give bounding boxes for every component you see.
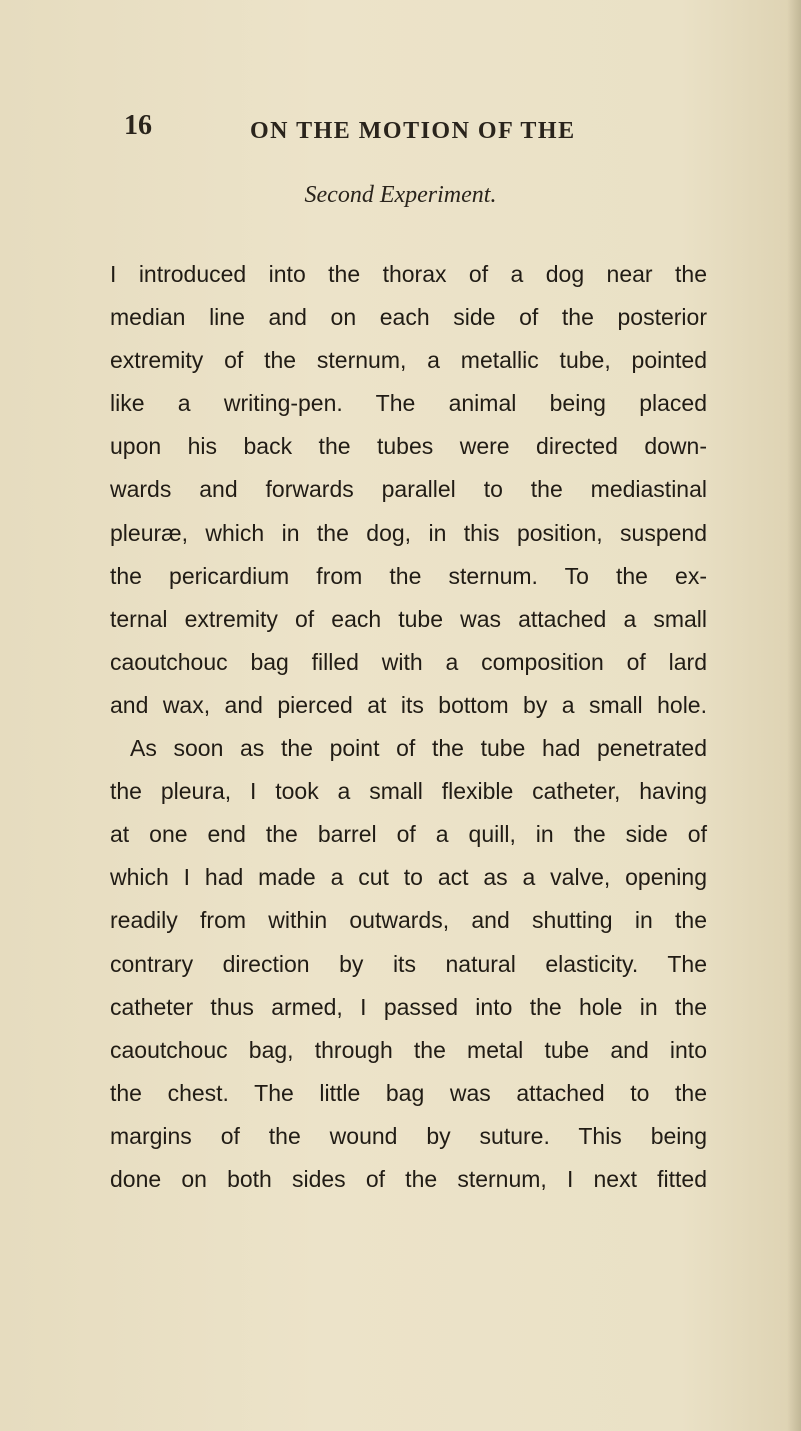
text-line: contrary direction by its natural elasticity. The <box>110 950 707 977</box>
text-line: As soon as the point of the tube had penetrated <box>130 735 707 762</box>
text-line: median line and on each side of the posterior <box>110 304 707 331</box>
text-line: upon his back the tubes were directed down- <box>110 433 707 460</box>
text-line: readily from within outwards, and shutting in the <box>110 907 707 934</box>
text-line: caoutchouc bag, through the metal tube and into <box>110 1036 707 1063</box>
text-line: and wax, and pierced at its bottom by a small hole. <box>110 691 707 718</box>
section-title: Second Experiment. <box>304 182 497 208</box>
text-line: margins of the wound by suture. This being <box>110 1122 707 1149</box>
text-line: at one end the barrel of a quill, in the side of <box>110 821 707 848</box>
text-line: I introduced into the thorax of a dog near the <box>110 261 707 287</box>
body-text <box>110 253 707 1201</box>
text-line: pleuræ, which in the dog, in this position, suspend <box>110 519 707 546</box>
text-line: like a writing-pen. The animal being placed <box>110 390 707 417</box>
page-edge-shadow <box>787 0 801 1431</box>
text-line: caoutchouc bag filled with a composition of lard <box>110 648 707 675</box>
text-line: extremity of the sternum, a metallic tube, pointed <box>110 347 707 374</box>
text-line: which I had made a cut to act as a valve, opening <box>110 864 707 891</box>
text-line: wards and forwards parallel to the mediastinal <box>110 476 707 503</box>
page-number: 16 <box>124 110 152 141</box>
text-line: the chest. The little bag was attached to the <box>110 1079 707 1106</box>
text-line: ternal extremity of each tube was attached a small <box>110 605 707 632</box>
text-line: the pericardium from the sternum. To the ex- <box>110 562 707 589</box>
text-line: catheter thus armed, I passed into the hole in the <box>110 993 707 1020</box>
text-line: done on both sides of the sternum, I next fitted <box>110 1165 707 1192</box>
running-head: ON THE MOTION OF THE <box>250 118 576 144</box>
text-line: the pleura, I took a small flexible catheter, having <box>110 778 707 805</box>
